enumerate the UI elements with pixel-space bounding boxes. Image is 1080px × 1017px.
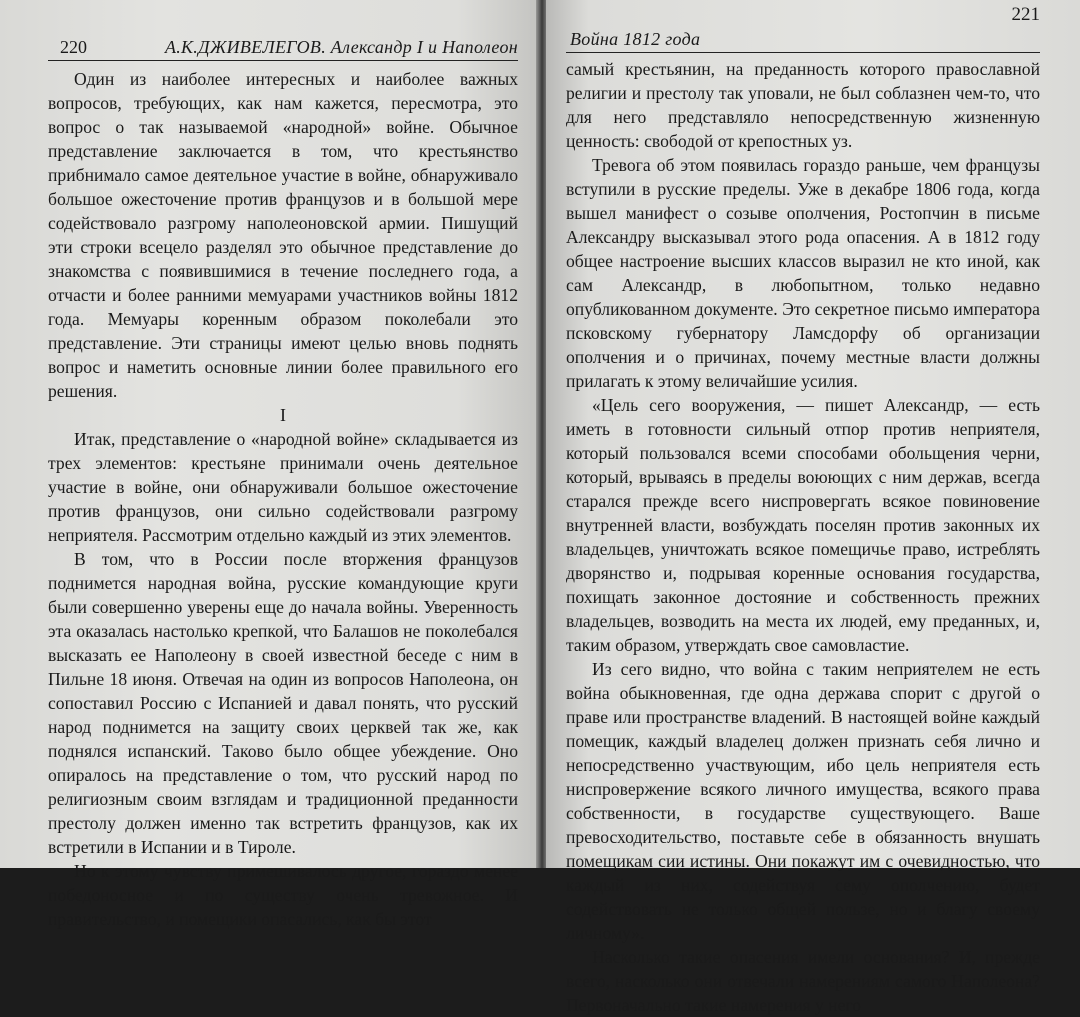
section-heading: I <box>280 405 286 425</box>
left-page <box>0 0 538 929</box>
quote-paragraph: «Цель сего вооружения, — пишет Александр, — есть иметь в готовности сильный отпор против неприятеля, который пользовался всеми способами обольщения черни, который, врываясь в пределы воюющих с ним держав, всегда старался прежде всего ниспровергать всякое повиновение внутренней власти, возбуждать поселян против законных их владельцев, уничтожать всякое помещичье право, истреблять дворянство и, подрывая коренные основания государства, похищать законное достояние и собственность прежних владельцев, возводить на места их людей, ему преданных, и, таким образом, утверждать свое самовластие. <box>566 395 1040 655</box>
right-page-number: 221 <box>1011 4 1040 25</box>
right-page <box>546 0 1080 1015</box>
paragraph: самый крестьянин, на преданность которого православной религии и престолу так уповали, не был соблазнен чем-то, что для него представляло непосредственную жизненную ценность: свободой от крепостных уз. <box>566 59 1040 151</box>
right-page-text <box>566 57 1040 1017</box>
quote-paragraph: Из сего видно, что война с таким неприятелем не есть война обыкновенная, где одна держава спорит с другой о праве или пространстве владений. В настоящей войне каждый помещик, каждый владелец должен признать себя лично и непосредственно участвующим, ибо цель неприятеля есть ниспровержение всякого личного имущества, всякого права собственности, в государстве существующего. Ваше превосходительство, поставьте себе в обязанность внушать помещикам сии истины. Они покажут им с очевидностью, что каждый из них, содействуя сему ополчению, будет содействовать не только общей пользе, но и благу своему личному». <box>566 659 1040 943</box>
intro-paragraph: Один из наиболее интересных и наиболее важных вопросов, требующих, как нам кажется, пересмотра, это вопрос о так называемой «народной» войне. Обычное представление заключается в том, что крестьянство прибнимало самое деятельное участие в войне, обнаруживало большое ожесточение против французов и в большой мере содействовало разгрому наполеоновской армии. Пишущий эти строки всецело разделял это обычное представление до знакомства с появившимися в течение последнего года, а отчасти и более ранними мемуарами участников войны 1812 года. Мемуары коренным образом поколебали это представление. Эти страницы имеют целью вновь поднять вопрос и наметить основные линии более правильного его решения. <box>48 69 518 401</box>
left-page-text <box>48 67 518 931</box>
paragraph: В том, что в России после вторжения французов поднимется народная война, русские командующие круги были совершенно уверены еще до начала войны. Уверенность эта оказалась настолько крепкой, что Балашов не поколебался высказать ее Наполеону в своей известной беседе с ним в Пильне 18 июня. Отвечая на один из вопросов Наполеона, он сопоставил Россию с Испанией и давал понять, что русский народ поднимется на защиту своих церквей так же, как поднялся испанский. Таково было общее убеждение. Оно опиралось на представление о том, что русский народ по религиозным своим взглядам и традиционной преданности престолу должен именно так встретить французов, как их встретили в Испании и в Тироле. <box>48 549 518 857</box>
right-running-title: Война 1812 года <box>570 29 701 49</box>
paragraph: Тревога об этом появилась гораздо раньше, чем французы вступили в русские пределы. Уже в декабре 1806 года, когда вышел манифест о созыве ополчения, Ростопчин в письме Александру высказывал этого рода опасения. А в 1812 году общее настроение высших классов выразил не кто иной, как сам Александр, в любопытном, только недавно опубликованном документе. Это секретное письмо императора псковскому губернатору Ламсдорфу об организации ополчения и о причинах, почему местные власти должны прилагать к этому величайшие усилия. <box>566 155 1040 391</box>
left-page-header <box>48 26 518 61</box>
paragraph: Но к этому чувству примешивалось другое, гораздо менее победоносное и по существу очень тревожное. И правительство, и помещики опасались, как бы этот <box>48 861 518 929</box>
paragraph: Итак, представление о «народной войне» складывается из трех элементов: крестьяне принимали очень деятельное участие в войне, они обнаруживали большое ожесточение против французов, они сильно содействовали разгрому неприятеля. Рассмотрим отдельно каждый из этих элементов. <box>48 429 518 545</box>
left-running-title: А.К.ДЖИВЕЛЕГОВ. Александр I и Наполеон <box>164 37 518 57</box>
paragraph: Насколько такие опасения имели основания? И, прежде всего, насколько они отвечали намерениям самого Наполеона? Первоначально такие намерения у него <box>566 947 1040 1015</box>
left-page-number: 220 <box>60 37 87 57</box>
right-page-header <box>566 0 1040 53</box>
